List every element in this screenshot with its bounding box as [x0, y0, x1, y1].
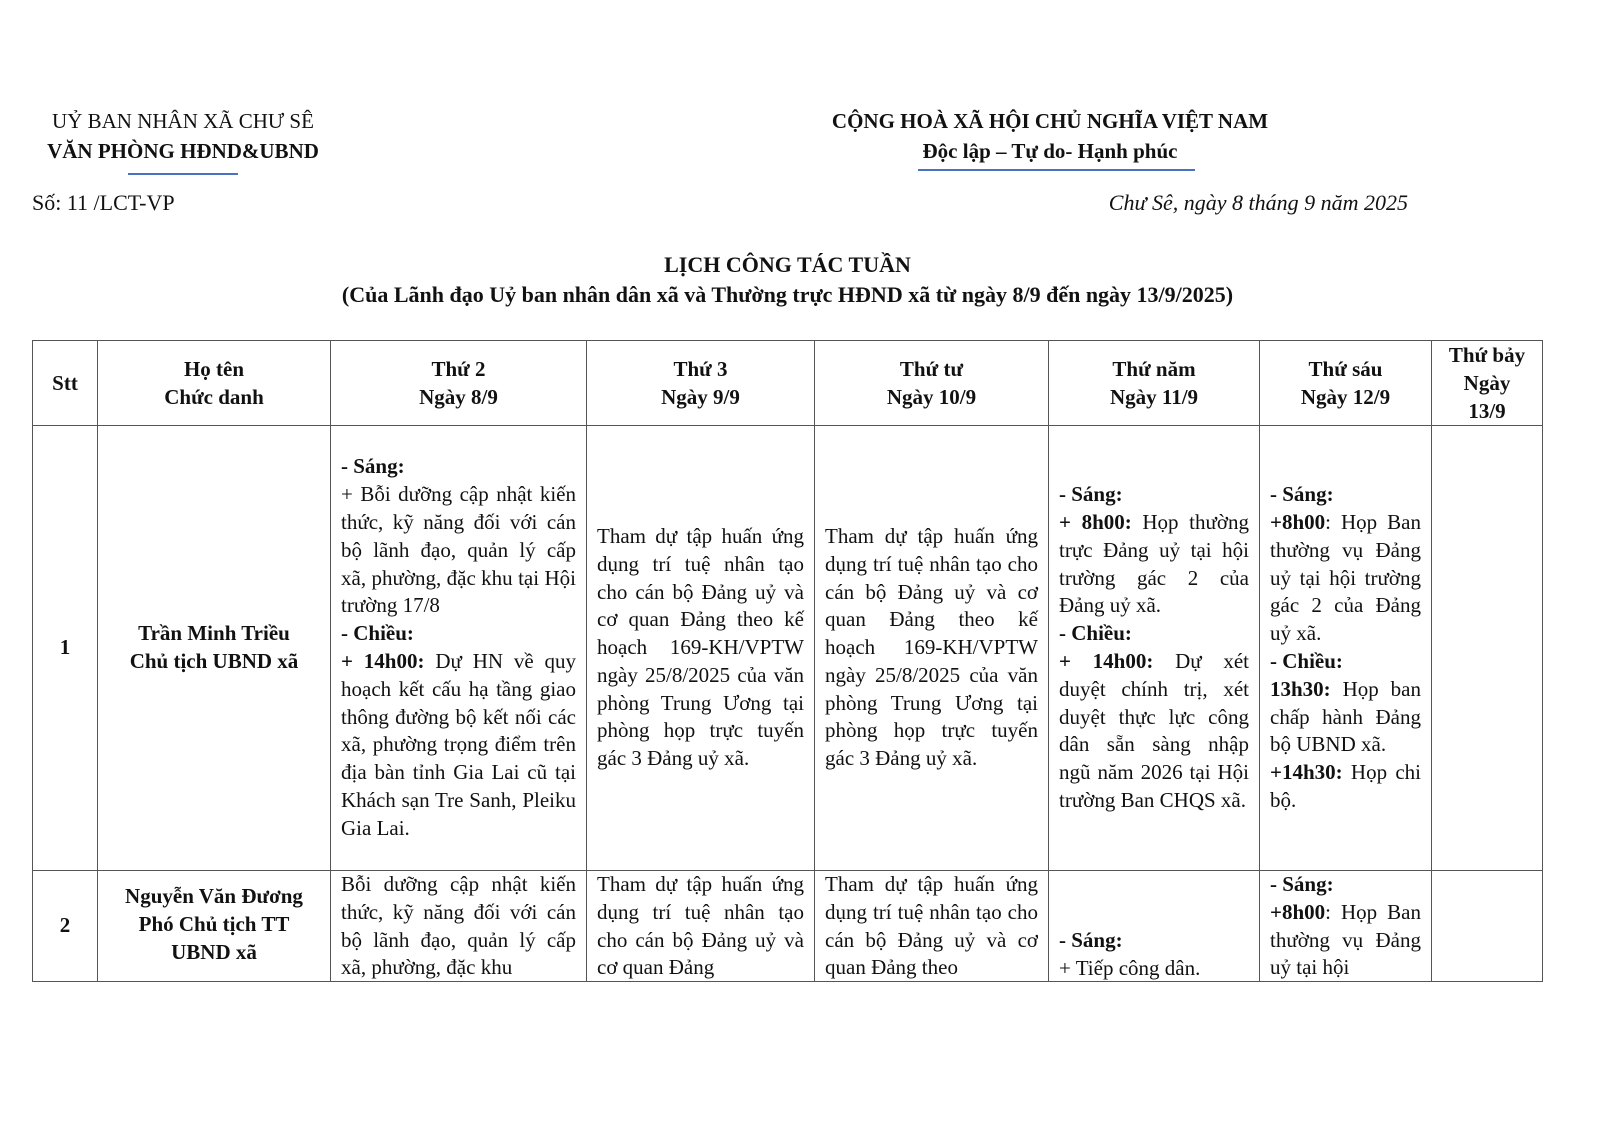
entry-text: Họp chi bộ. — [1270, 760, 1421, 812]
column-header-line: Ngày 9/9 — [661, 385, 740, 409]
person-name: Trần Minh Triều — [138, 621, 290, 646]
issuing-agency — [32, 106, 334, 166]
day-cell — [1432, 426, 1543, 871]
entry-text: Họp thường trực Đảng uỷ tại hội trường gác 2 của Đảng uỷ xã. — [1059, 510, 1249, 618]
national-motto — [760, 106, 1340, 166]
column-header-line: Thứ sáu — [1308, 357, 1383, 381]
schedule-entry — [341, 871, 576, 981]
column-header — [1260, 341, 1432, 426]
place-date: Chư Sê, ngày 8 tháng 9 năm 2025 — [1108, 190, 1408, 215]
schedule-table — [32, 340, 1543, 982]
schedule-entry — [341, 453, 576, 481]
entry-text: : Họp Ban thường vụ Đảng uỷ tại hội — [1270, 899, 1421, 980]
cell-content — [1059, 871, 1249, 981]
nation-line-2: Độc lập – Tự do- Hạnh phúc — [922, 139, 1178, 163]
entry-time-label: + 8h00: — [1059, 510, 1132, 535]
entry-time-label: +8h00 — [1270, 510, 1326, 535]
schedule-entry — [1270, 899, 1421, 981]
day-cell — [587, 426, 815, 871]
table-row — [33, 426, 1543, 871]
column-header-line: Ngày — [1463, 371, 1511, 395]
schedule-entry — [1059, 509, 1249, 620]
entry-time-label: +14h30: — [1270, 760, 1343, 785]
cell-content — [1442, 871, 1532, 981]
name-cell — [98, 871, 331, 982]
entry-time-label: - Sáng: — [1059, 928, 1123, 952]
day-cell — [815, 871, 1049, 982]
person-position: Phó Chủ tịch TT UBND xã — [138, 911, 290, 964]
table-row — [33, 871, 1543, 982]
entry-text: + Bỗi dưỡng cập nhật kiến thức, kỹ năng đối với cán bộ lãnh đạo, quản lý cấp xã, phường, đặc khu tại Hội trường 17/8 — [341, 482, 576, 618]
schedule-entry — [1059, 927, 1249, 955]
entry-time-label: + 14h00: — [1059, 649, 1154, 673]
stt: 2 — [59, 913, 71, 938]
document-title-block — [0, 250, 1575, 310]
column-header-line: Thứ năm — [1112, 357, 1196, 381]
column-header — [1432, 341, 1543, 426]
schedule-entry — [1270, 871, 1421, 899]
schedule-entry — [1270, 481, 1421, 509]
schedule-entry — [597, 871, 804, 981]
stt: 1 — [59, 635, 71, 660]
document-number: Số: 11 /LCT-VP — [32, 190, 175, 215]
table-header-row — [33, 341, 1543, 426]
entry-time-label: +8h00 — [1270, 899, 1326, 924]
motto-underline — [918, 169, 1195, 171]
column-header-line: Ngày 8/9 — [419, 385, 498, 409]
entry-text: Tham dự tập huấn ứng dụng trí tuệ nhân tạo cho cán bộ Đảng uỷ và cơ quan Đảng theo kế hoạch 169-KH/VPTW ngày 25/8/2025 của văn phòng Trung Ương tại phòng họp trực tuyến gác 3 Đảng uỷ xã. — [825, 523, 1038, 771]
column-header-line: Thứ 2 — [431, 357, 486, 381]
column-header-line: Ngày 10/9 — [886, 385, 977, 409]
column-header-line: Ngày 11/9 — [1109, 385, 1199, 409]
entry-time-label: - Sáng: — [1270, 482, 1334, 507]
day-cell — [1049, 426, 1260, 871]
column-header-line: Họ tên — [183, 357, 245, 381]
entry-time-label: + 14h00: — [341, 649, 425, 673]
schedule-entry — [825, 871, 1038, 981]
entry-text: Bỗi dưỡng cập nhật kiến thức, kỹ năng đối với cán bộ lãnh đạo, quản lý cấp xã, phường, đặc khu — [341, 872, 576, 980]
entry-text: Họp ban chấp hành Đảng bộ UBND xã. — [1270, 676, 1421, 757]
schedule-entry — [1059, 955, 1249, 981]
cell-content — [825, 871, 1038, 981]
document-title: LỊCH CÔNG TÁC TUẦN — [664, 252, 911, 277]
cell-content — [341, 871, 576, 981]
cell-content — [1270, 871, 1421, 981]
entry-time-label: - Chiều: — [1270, 649, 1343, 673]
column-header-line: Thứ bảy — [1448, 343, 1526, 367]
entry-text: + Tiếp công dân. — [1059, 955, 1201, 980]
nation-line-1: CỘNG HOÀ XÃ HỘI CHỦ NGHĨA VIỆT NAM — [831, 109, 1269, 133]
schedule-entry — [1270, 759, 1421, 815]
entry-text: : Họp Ban thường vụ Đảng uỷ tại hội trường gác 2 của Đảng uỷ xã. — [1270, 510, 1421, 646]
document-subtitle: (Của Lãnh đạo Uỷ ban nhân dân xã và Thường trực HĐND xã từ ngày 8/9 đến ngày 13/9/2025) — [341, 282, 1234, 307]
name-cell — [98, 426, 331, 871]
person-position: Chủ tịch UBND xã — [129, 649, 299, 673]
column-header — [587, 341, 815, 426]
schedule-entry — [1059, 648, 1249, 815]
entry-time-label: 13h30: — [1270, 676, 1331, 701]
column-header-line: 13/9 — [1468, 399, 1506, 423]
schedule-entry — [341, 648, 576, 843]
schedule-entry — [1059, 620, 1249, 648]
schedule-entry — [1270, 509, 1421, 648]
entry-time-label: - Chiều: — [1059, 621, 1132, 646]
person-name: Nguyễn Văn Đương — [125, 884, 303, 908]
day-cell — [587, 871, 815, 982]
day-cell — [331, 426, 587, 871]
column-header — [1049, 341, 1260, 426]
entry-time-label: - Sáng: — [1270, 872, 1334, 896]
cell-content — [597, 871, 804, 981]
schedule-entry — [597, 523, 804, 773]
schedule-entry — [825, 523, 1038, 773]
entry-time-label: - Sáng: — [1059, 482, 1123, 507]
day-cell — [1260, 426, 1432, 871]
column-header — [815, 341, 1049, 426]
entry-time-label: - Chiều: — [341, 621, 414, 646]
agency-underline — [128, 173, 238, 175]
agency-line-1: UỶ BAN NHÂN XÃ CHƯ SÊ — [52, 109, 314, 133]
column-header-line: Thứ 3 — [673, 357, 728, 381]
entry-text: Dự HN về quy hoạch kết cấu hạ tầng giao thông đường bộ kết nối các xã, phường trọng điểm trên địa bàn tỉnh Gia Lai cũ tại Khách sạn Tre Sanh, Pleiku Gia Lai. — [341, 649, 577, 840]
day-cell — [1432, 871, 1543, 982]
entry-text: Tham dự tập huấn ứng dụng trí tuệ nhân tạo cho cán bộ Đảng uỷ và cơ quan Đảng — [597, 872, 804, 980]
entry-text: Dự xét duyệt chính trị, xét duyệt thực lực công dân sẵn sàng nhập ngũ năm 2026 tại Hội trường Ban CHQS xã. — [1059, 649, 1249, 812]
column-header — [33, 341, 98, 426]
column-header — [98, 341, 331, 426]
entry-text: Tham dự tập huấn ứng dụng trí tuệ nhân tạo cho cán bộ Đảng uỷ và cơ quan Đảng theo — [825, 872, 1038, 980]
schedule-entry — [1270, 676, 1421, 759]
column-header-line: Ngày 12/9 — [1300, 385, 1391, 409]
stt-cell — [33, 871, 98, 982]
stt-cell — [33, 426, 98, 871]
agency-line-2: VĂN PHÒNG HĐND&UBND — [47, 139, 319, 163]
column-header-line: Thứ tư — [899, 357, 964, 381]
day-cell — [1049, 871, 1260, 982]
column-header-line: Chức danh — [164, 385, 264, 409]
entry-text: Tham dự tập huấn ứng dụng trí tuệ nhân tạo cho cán bộ Đảng uỷ và cơ quan Đảng theo kế hoạch 169-KH/VPTW ngày 25/8/2025 của văn phòng Trung Ương tại phòng họp trực tuyến gác 3 Đảng uỷ xã. — [597, 523, 804, 771]
day-cell — [815, 426, 1049, 871]
day-cell — [331, 871, 587, 982]
column-header-line: Stt — [52, 371, 78, 395]
day-cell — [1260, 871, 1432, 982]
schedule-entry — [341, 481, 576, 620]
entry-time-label: - Sáng: — [341, 454, 405, 479]
schedule-entry — [1270, 648, 1421, 676]
column-header — [331, 341, 587, 426]
schedule-entry — [341, 620, 576, 648]
schedule-entry — [1059, 481, 1249, 509]
